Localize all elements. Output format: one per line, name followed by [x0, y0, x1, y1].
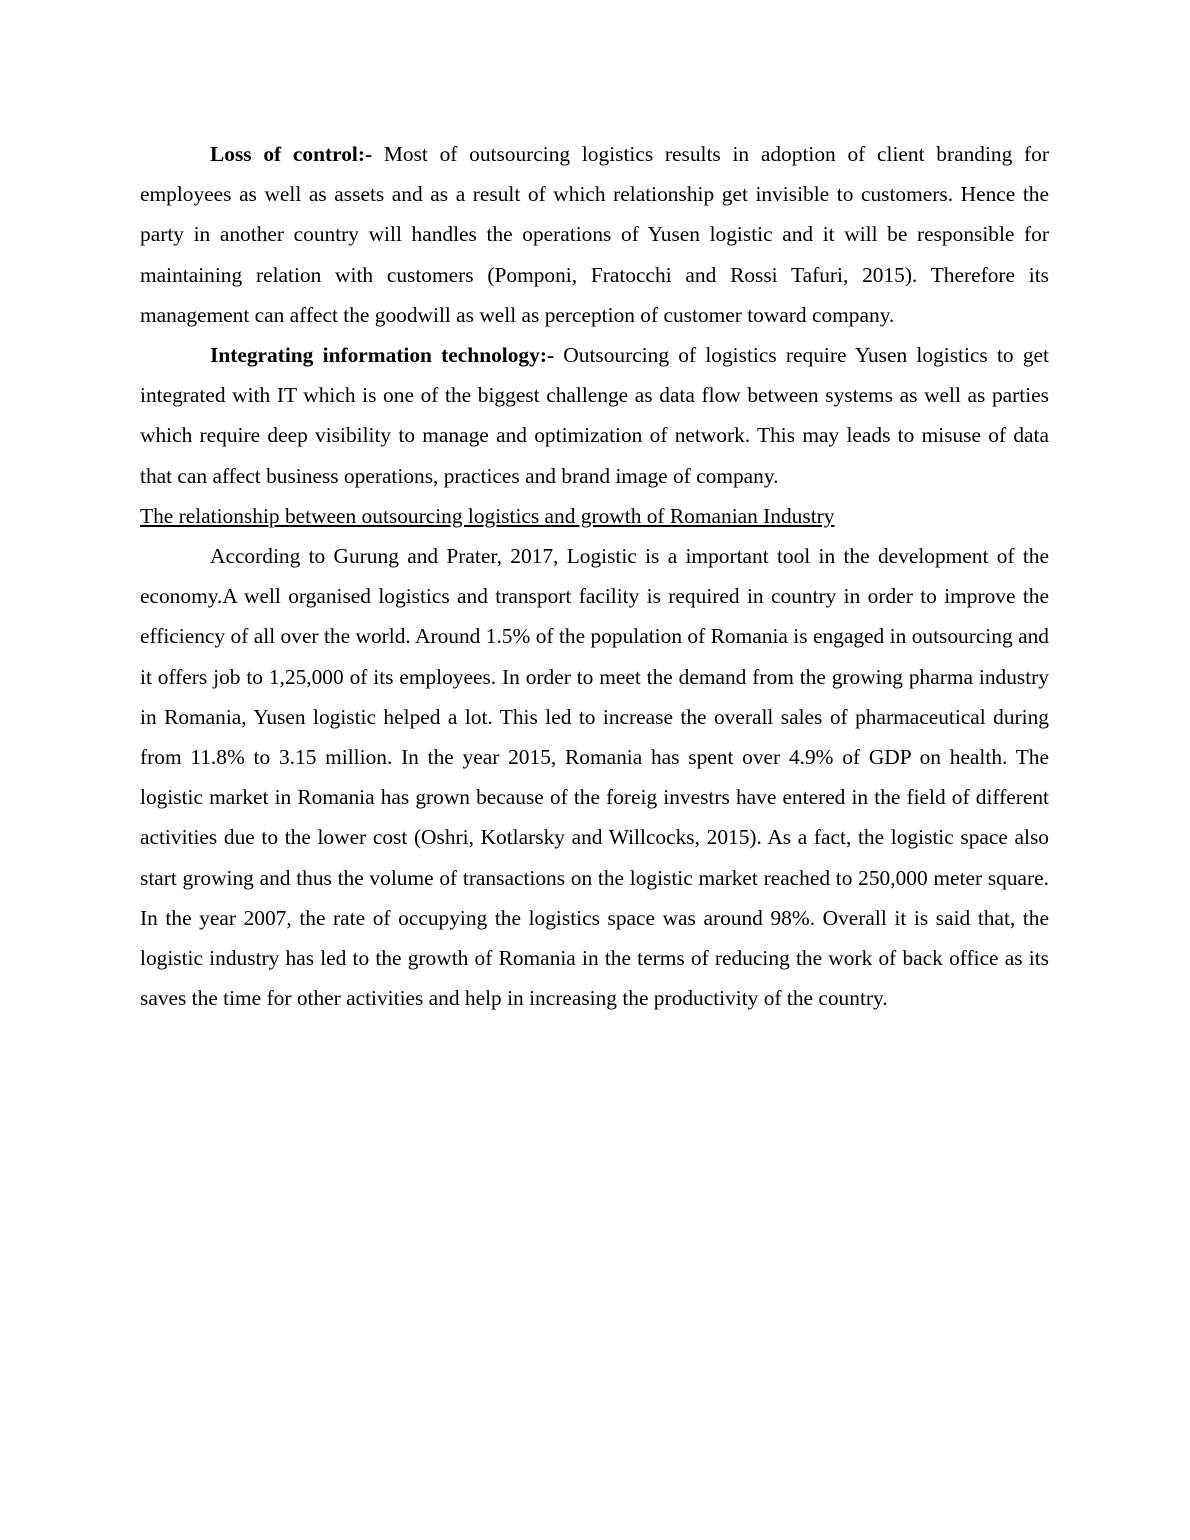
document-page	[140, 134, 1049, 1018]
paragraph-text: Outsourcing of logistics require Yusen logistics to get integrated with IT which is one of the biggest challenge as data flow between systems as well as parties which require deep visibility to manage and optimization of network. This may leads to misuse of data that can affect business operations, practices and brand image of company.	[140, 343, 1049, 488]
paragraph-loss-of-control	[140, 134, 1049, 335]
paragraph-label: Loss of control:-	[210, 142, 373, 166]
paragraph-relationship: According to Gurung and Prater, 2017, Logistic is a important tool in the development of the economy.A well organised logistics and transport facility is required in country in order to improve the efficiency of all over the world. Around 1.5% of the population of Romania is engaged in outsourcing and it offers job to 1,25,000 of its employees. In order to meet the demand from the growing pharma industry in Romania, Yusen logistic helped a lot. This led to increase the overall sales of pharmaceutical during from 11.8% to 3.15 million. In the year 2015, Romania has spent over 4.9% of GDP on health. The logistic market in Romania has grown because of the foreig investrs have entered in the field of different activities due to the lower cost (Oshri, Kotlarsky and Willcocks, 2015). As a fact, the logistic space also start growing and thus the volume of transactions on the logistic market reached to 250,000 meter square. In the year 2007, the rate of occupying the logistics space was around 98%. Overall it is said that, the logistic industry has led to the growth of Romania in the terms of reducing the work of back office as its saves the time for other activities and help in increasing the productivity of the country.	[140, 544, 1049, 1011]
section-heading: The relationship between outsourcing logistics and growth of Romanian Industry	[140, 503, 835, 528]
paragraph-text: Most of outsourcing logistics results in adoption of client branding for employees as well as assets and as a result of which relationship get invisible to customers. Hence the party in another country will handles the operations of Yusen logistic and it will be responsible for maintaining relation with customers (Pomponi, Fratocchi and Rossi Tafuri, 2015). Therefore its management can affect the goodwill as well as perception of customer toward company.	[140, 142, 1049, 327]
paragraph-integrating-it	[140, 335, 1049, 496]
paragraph-label: Integrating information technology:-	[210, 343, 555, 368]
